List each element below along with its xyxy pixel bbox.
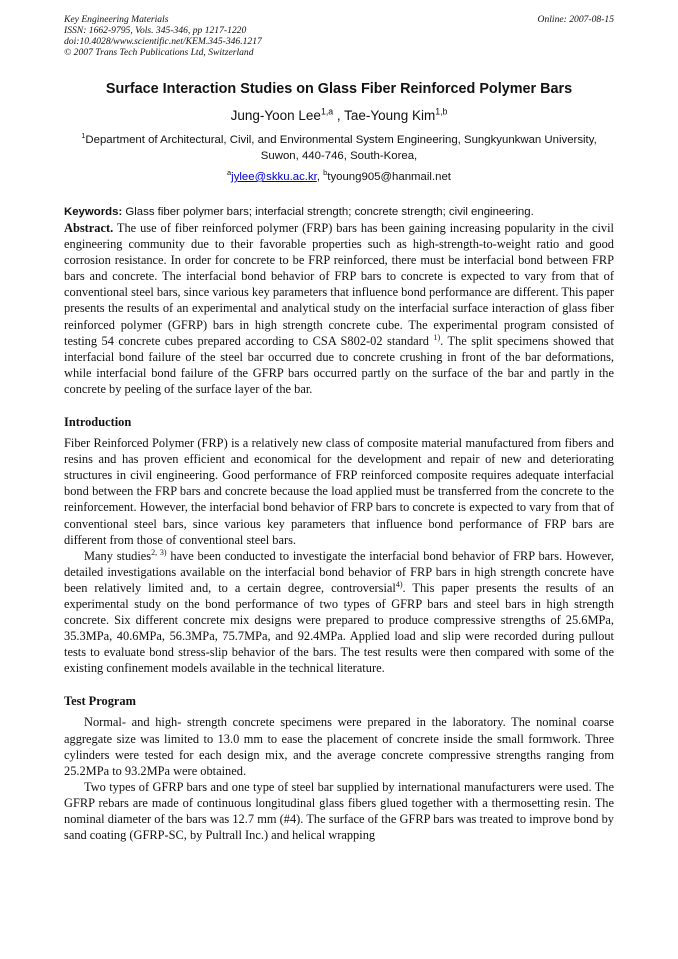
- affiliation: [64, 132, 614, 164]
- author-affiliation-mark: 1,a: [320, 106, 334, 117]
- keywords-label: Keywords:: [64, 206, 123, 218]
- abstract-text: . The split specimens showed that interfacial bond failure of the steel bar occurred due to concrete crushing in front of the bar deformations, while interfacial bond failure of the GFRP bars occurred partly on the surface of the bar and partly in the concrete by peeling of the surface layer of the bar.: [64, 333, 614, 396]
- author-separator: ,: [333, 108, 345, 123]
- author-name: Tae-Young Kim: [344, 108, 436, 123]
- email-mark: b: [323, 168, 328, 178]
- email-line: [64, 169, 614, 185]
- email-link[interactable]: jylee@skku.ac.kr: [231, 171, 317, 183]
- affiliation-mark: 1: [81, 131, 86, 141]
- paragraph: [64, 548, 614, 677]
- keywords: [64, 204, 614, 220]
- journal-name: Key Engineering Materials: [64, 14, 169, 25]
- email-text: tyoung905@hanmail.net: [327, 171, 451, 183]
- paragraph: Fiber Reinforced Polymer (FRP) is a relatively new class of composite material manufactured from fibers and resins and has proven efficient and economical for the development and repair of new and deteriorating structures in civil engineering. Good performance of FRP reinforced composite requires adequate interfacial bond between the FRP bars and concrete because the load applied must be transferred from the concrete to the reinforcement. However, the interfacial bond behavior of FRP bars to concrete is expected to vary from that of conventional steel bars, since various key parameters that influence bond performance of FRP bars are different from those of conventional steel bars.: [64, 436, 614, 547]
- author-affiliation-mark: 1,b: [435, 106, 448, 117]
- reference-mark: 4): [395, 579, 403, 589]
- paragraph: Two types of GFRP bars and one type of steel bar supplied by international manufacturers were used. The GFRP rebars are made of continuous longitudinal glass fibers glued together with a thermosetting resin. The nominal diameter of the bars was 12.7 mm (#4). The surface of the GFRP bars was treated to improve bond by sand coating (GFRP-SC, by Pultrall Inc.) and helical wrapping: [64, 779, 614, 843]
- abstract: [64, 220, 614, 397]
- section-heading: Test Program: [64, 694, 136, 709]
- author-list: [64, 107, 614, 125]
- abstract-text: The use of fiber reinforced polymer (FRP) bars has been gaining increasing popularity in the civil engineering community due to their favorable properties such as high-strength-to-weight ratio and good corrosion resistance. In order for concrete to be FRP reinforced, there must be interfacial bond between FRP bars and concrete. The interfacial bond behavior of FRP bars to concrete is expected to vary from that of conventional steel bars, since various key parameters that influence bond performance are different. This paper presents the results of an experimental and analytical study on the interfacial surface interaction of glass fiber reinforced polymer (GFRP) bars in high strength concrete cube. The experimental program consisted of testing 54 concrete cubes prepared according to CSA S802-02 standard: [64, 221, 615, 348]
- reference-mark: 1): [433, 332, 441, 342]
- copyright-line: © 2007 Trans Tech Publications Ltd, Switzerland: [64, 47, 254, 58]
- reference-mark: 2, 3): [151, 547, 167, 557]
- section-heading: Introduction: [64, 415, 132, 430]
- paper-page: [64, 14, 614, 843]
- journal-header: [64, 14, 614, 58]
- affiliation-text: Department of Architectural, Civil, and Environmental System Engineering, Sungkyunkwan University, Suwon, 440-746, South-Korea,: [85, 134, 597, 162]
- email-mark: a: [227, 168, 232, 178]
- issn-line: ISSN: 1662-9795, Vols. 345-346, pp 1217-1220: [64, 25, 247, 36]
- paragraph-text: . This paper presents the results of an experimental study on the bond performance of two types of GFRP bars and steel bars in high strength concrete. Six different concrete mix designs were prepared to produce compressive strengths of 25.6MPa, 35.3MPa, 40.6MPa, 56.3MPa, 75.7MPa, and 92.4MPa. Applied load and slip were recorded during pullout tests to evaluate bond stress-slip behavior of the bars. The test results were then compared with some of the existing confinement models available in the technical literature.: [64, 580, 614, 676]
- paper-title: Surface Interaction Studies on Glass Fiber Reinforced Polymer Bars: [105, 81, 573, 97]
- paragraph-text: Many studies: [84, 548, 152, 563]
- author-name: Jung-Yoon Lee: [230, 108, 321, 123]
- email-separator: ,: [316, 171, 324, 183]
- online-date: Online: 2007-08-15: [537, 14, 614, 25]
- keywords-text: Glass fiber polymer bars; interfacial strength; concrete strength; civil engineering.: [122, 206, 534, 218]
- abstract-label: Abstract.: [64, 221, 114, 235]
- paragraph-text: have been conducted to investigate the interfacial bond behavior of FRP bars. However, detailed investigations available on the interfacial bond behavior of FRP bars in high strength concrete have been relatively limited and, to a certain degree, controversial: [64, 548, 614, 595]
- doi-line: doi:10.4028/www.scientific.net/KEM.345-346.1217: [64, 36, 262, 47]
- paragraph: Normal- and high- strength concrete specimens were prepared in the laboratory. The nominal coarse aggregate size was limited to 13.0 mm to ease the placement of concrete inside the small formwork. Three cylinders were tested for each design mix, and the average concrete compressive strengths ranging from 25.2MPa to 93.2MPa were obtained.: [64, 715, 614, 778]
